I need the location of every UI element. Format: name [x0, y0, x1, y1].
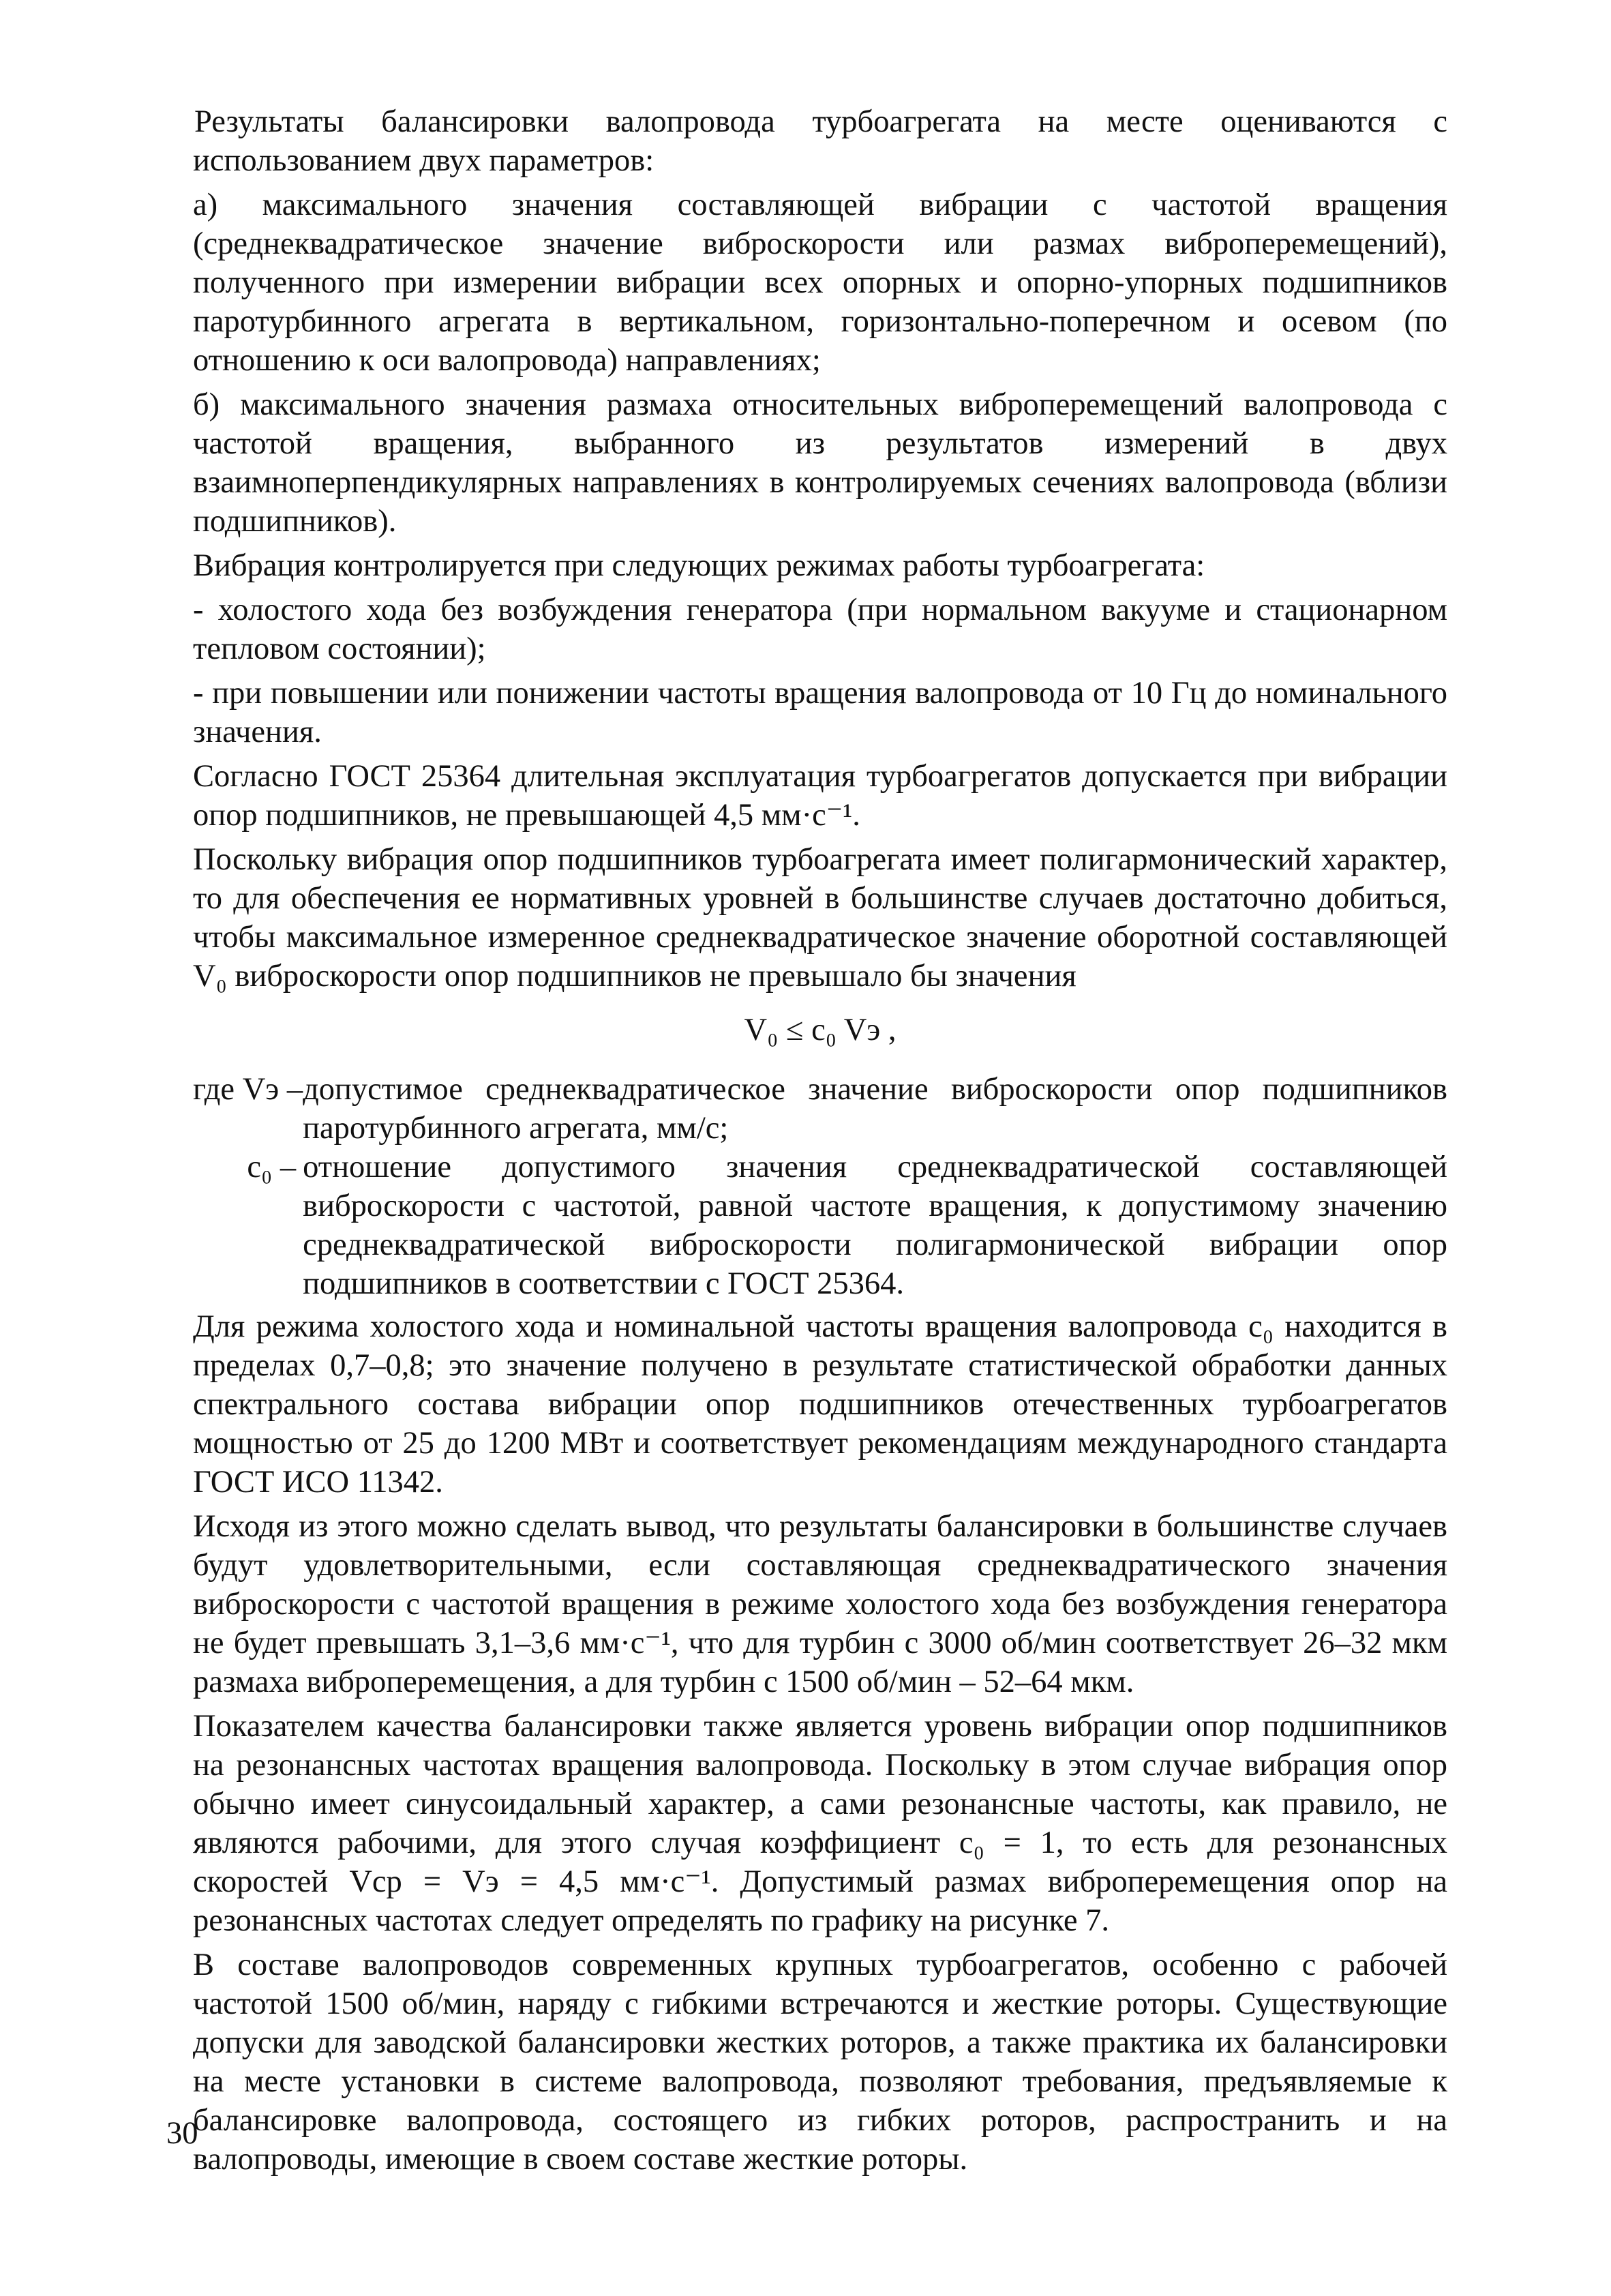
paragraph-gost-limit: Согласно ГОСТ 25364 длительная эксплуатация турбоагрегатов допускается при вибрации опор подшипников, не превышающей 4,5 мм·с⁻¹. — [193, 759, 1447, 833]
definition-symbol: c₀ – — [247, 1150, 297, 1184]
paragraph-conclusion: Исходя из этого можно сделать вывод, что результаты балансировки в большинстве случаев будут удовлетворительными, если составляющая среднеквадратического значения виброскорости с частотой вращения в режиме холостого хода без возбуждения генератора не будет превышать 3,1–3,6 мм·с⁻¹, что для турбин с 3000 об/мин соответствует 26–32 мкм размаха виброперемещения, а для турбин с 1500 об/мин – 52–64 мкм. — [193, 1509, 1447, 1699]
definition-symbol: Vэ – — [242, 1072, 303, 1107]
paragraph-item-a: а) максимального значения составляющей вибрации с частотой вращения (среднеквадратическое значение виброскорости или размах виброперемещений), полученного при измерении вибрации всех опорных и опорно-упорных подшипников паротурбинного агрегата в вертикальном, горизонтально-поперечном и осевом (по отношению к оси валопровода) направлениях; — [193, 188, 1447, 378]
where-word: где — [193, 1072, 235, 1107]
definition-row — [193, 1148, 1447, 1303]
main-text — [193, 102, 1447, 2184]
paragraph-mode-speed-change: - при повышении или понижении частоты вращения валопровода от 10 Гц до номинального значения. — [193, 676, 1447, 749]
paragraph-modes-intro: Вибрация контролируется при следующих режимах работы турбоагрегата: — [193, 548, 1205, 583]
paragraph-mode-idle: - холостого хода без возбуждения генератора (при нормальном вакууме и стационарном тепловом состоянии); — [193, 593, 1447, 666]
paragraph-intro: Результаты балансировки валопровода турбоагрегата на месте оцениваются с использованием двух параметров: — [193, 104, 1447, 178]
paragraph-item-b: б) максимального значения размаха относительных виброперемещений валопровода с частотой вращения, выбранного из результатов измерений в двух взаимноперпендикулярных направлениях в контролируемых сечениях валопровода (вблизи подшипников). — [193, 387, 1447, 539]
definition-description: отношение допустимого значения среднеквадратической составляющей виброскорости с частотой, равной частоте вращения, к допустимому значению среднеквадратической виброскорости полигармонической вибрации опор подшипников в соответствии с ГОСТ 25364. — [303, 1150, 1447, 1301]
paragraph-c0-range: Для режима холостого хода и номинальной частоты вращения валопровода c₀ находится в пределах 0,7–0,8; это значение получено в результате статистической обработки данных спектрального состава вибрации опор подшипников отечественных турбоагрегатов мощностью от 25 до 1200 МВт и соответствует рекомендациям международного стандарта ГОСТ ИСО 11342. — [193, 1309, 1447, 1500]
page-number: 30 — [166, 2116, 198, 2151]
formula-v0: V₀ ≤ c₀ Vэ , — [744, 1013, 897, 1047]
where-definitions — [193, 1070, 1447, 1303]
paragraph-rigid-rotors: В составе валопроводов современных крупных турбоагрегатов, особенно с рабочей частотой 1500 об/мин, наряду с гибкими встречаются и жесткие роторы. Существующие допуски для заводской балансировки жестких роторов, а также практика их балансировки на месте установки в системе валопровода, позволяют требования, предъявляемые к балансировке валопровода, состоящего из гибких роторов, распространить и на валопроводы, имеющие в своем составе жесткие роторы. — [193, 1948, 1447, 2177]
paragraph-polyharmonic: Поскольку вибрация опор подшипников турбоагрегата имеет полигармонический характер, то для обеспечения ее нормативных уровней в большинстве случаев достаточно добиться, чтобы максимальное измеренное среднеквадратическое значение оборотной составляющей V₀ виброскорости опор подшипников не превышало бы значения — [193, 842, 1447, 994]
where-lead — [193, 1070, 303, 1148]
paragraph-resonance: Показателем качества балансировки также является уровень вибрации опор подшипников на резонансных частотах вращения валопровода. Поскольку в этом случае вибрация опор обычно имеет синусоидальный характер, а сами резонансные частоты, как правило, не являются рабочими, для этого случая коэффициент c₀ = 1, то есть для резонансных скоростей Vср = Vэ = 4,5 мм·с⁻¹. Допустимый размах виброперемещения опор на резонансных частотах следует определять по графику на рисунке 7. — [193, 1709, 1447, 1938]
definition-description: допустимое среднеквадратическое значение виброскорости опор подшипников паротурбинного агрегата, мм/с; — [303, 1072, 1447, 1146]
definition-row — [193, 1070, 1447, 1148]
